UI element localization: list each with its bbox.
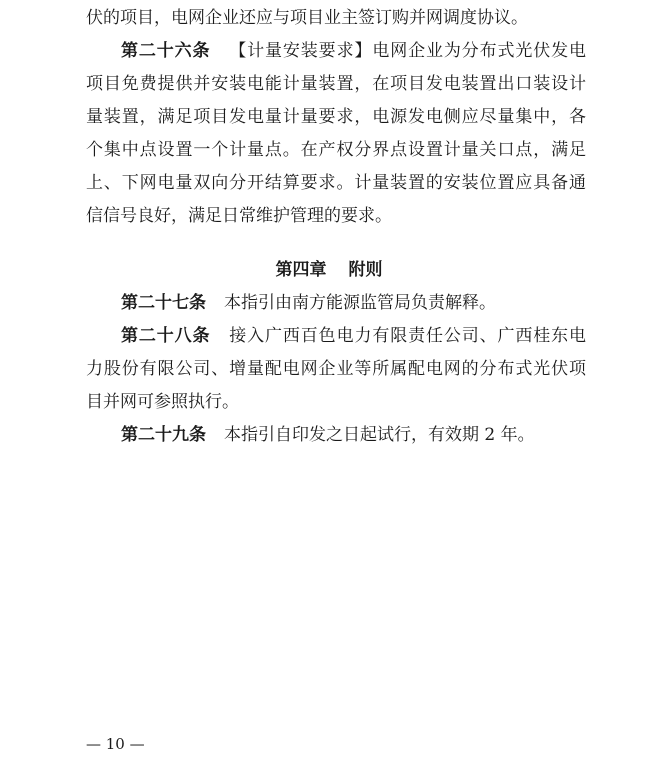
article-26-line: 上、下网电量双向分开结算要求。计量装置的安装位置应具备通 (86, 173, 586, 193)
chapter-title: 附则 (348, 260, 383, 280)
article-26-line: 项目免费提供并安装电能计量装置，在项目发电装置出口装设计 (86, 74, 586, 94)
article-28-line: 目并网可参照执行。 (86, 392, 239, 412)
chapter-heading (0, 254, 658, 287)
article-27-label: 第二十七条 (121, 293, 206, 313)
page-number: — 10 — (86, 735, 145, 753)
article-26-label: 第二十六条 (121, 41, 211, 61)
paragraph-line: 伏的项目，电网企业还应与项目业主签订购并网调度协议。 (86, 8, 528, 28)
article-28-text: 接入广西百色电力有限责任公司、广西桂东电 (228, 326, 587, 346)
article-26-line: 信信号良好，满足日常维护管理的要求。 (86, 206, 392, 226)
article-29 (121, 419, 535, 452)
article-26-line: 量装置，满足项目发电量计量要求，电源发电侧应尽量集中，各 (86, 107, 586, 127)
article-28-first-line (121, 320, 586, 353)
article-28-line: 力股份有限公司、增量配电网企业等所属配电网的分布式光伏项 (86, 359, 586, 379)
article-26-text: 【计量安装要求】电网企业为分布式光伏发电 (228, 41, 587, 61)
article-27 (121, 287, 496, 320)
article-27-text: 本指引由南方能源监管局负责解释。 (224, 293, 496, 313)
article-26-first-line (121, 35, 586, 68)
article-26-line: 个集中点设置一个计量点。在产权分界点设置计量关口点，满足 (86, 140, 586, 160)
article-29-label: 第二十九条 (121, 425, 206, 445)
article-29-text: 本指引自印发之日起试行，有效期 2 年。 (224, 425, 535, 445)
article-28-label: 第二十八条 (121, 326, 211, 346)
chapter-number: 第四章 (275, 260, 327, 280)
